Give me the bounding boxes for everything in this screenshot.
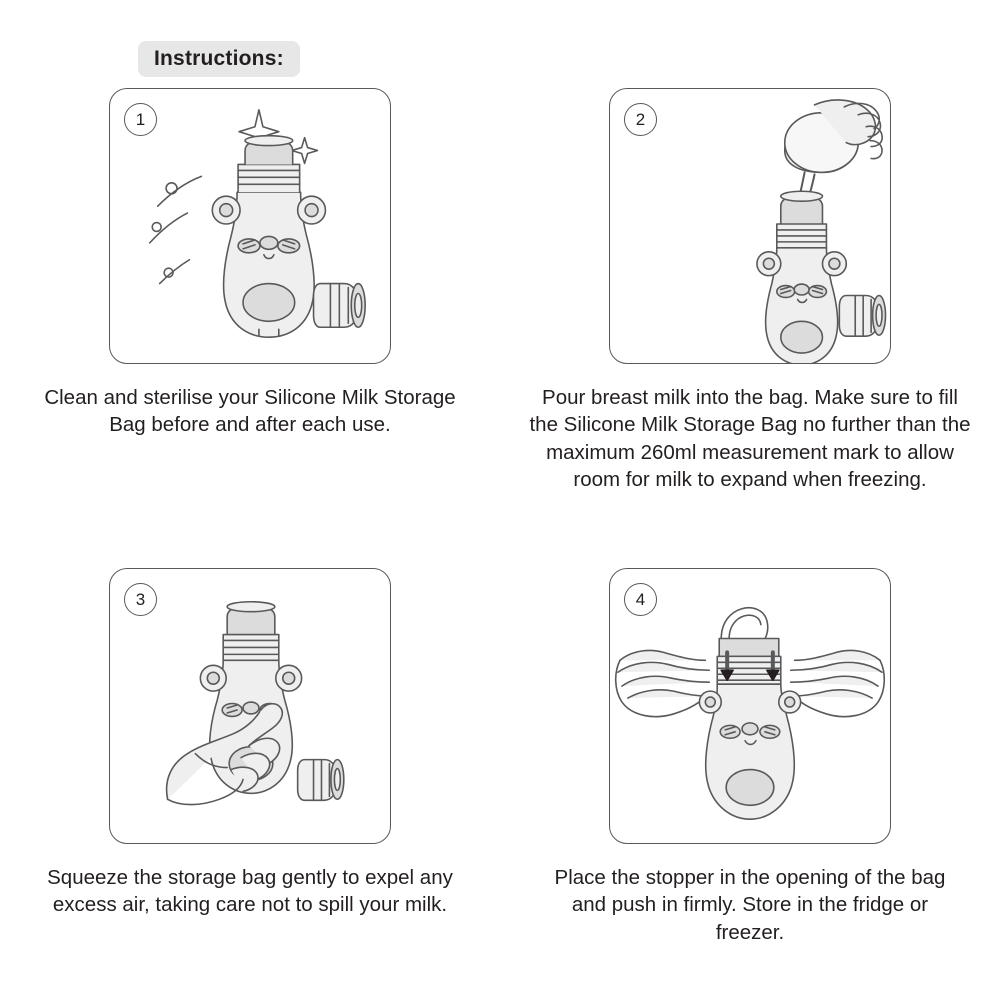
step-number-4: 4 xyxy=(635,589,646,609)
step-caption-4: Place the stopper in the opening of the bag and push in firmly. Store in the fridge or freezer. xyxy=(554,866,946,944)
illustration-squeeze-bag xyxy=(110,569,390,843)
illustration-insert-stopper xyxy=(610,569,890,843)
instruction-step-3 xyxy=(0,568,500,988)
instructions-title-badge xyxy=(138,41,300,77)
instruction-steps-grid xyxy=(0,88,1000,988)
instruction-step-4 xyxy=(500,568,1000,988)
illustration-pour-milk xyxy=(610,89,890,363)
illustration-panel-1 xyxy=(109,88,391,364)
step-caption-3: Squeeze the storage bag gently to expel any excess air, taking care not to spill your milk. xyxy=(47,866,453,917)
illustration-panel-3 xyxy=(109,568,391,844)
instruction-step-1 xyxy=(0,88,500,568)
illustration-panel-4 xyxy=(609,568,891,844)
step-number-1: 1 xyxy=(135,109,146,129)
step-caption-2: Pour breast milk into the bag. Make sure to fill the Silicone Milk Storage Bag no further than the maximum 260ml measurement mark to allow room for milk to expand when freezing. xyxy=(529,386,971,491)
step-number-3: 3 xyxy=(135,589,146,609)
page-title: Instructions: xyxy=(154,47,284,70)
illustration-panel-2 xyxy=(609,88,891,364)
illustration-clean-and-sterilise xyxy=(110,89,390,363)
instruction-step-2 xyxy=(500,88,1000,568)
step-caption-1: Clean and sterilise your Silicone Milk Storage Bag before and after each use. xyxy=(44,386,456,437)
step-number-2: 2 xyxy=(635,109,646,129)
